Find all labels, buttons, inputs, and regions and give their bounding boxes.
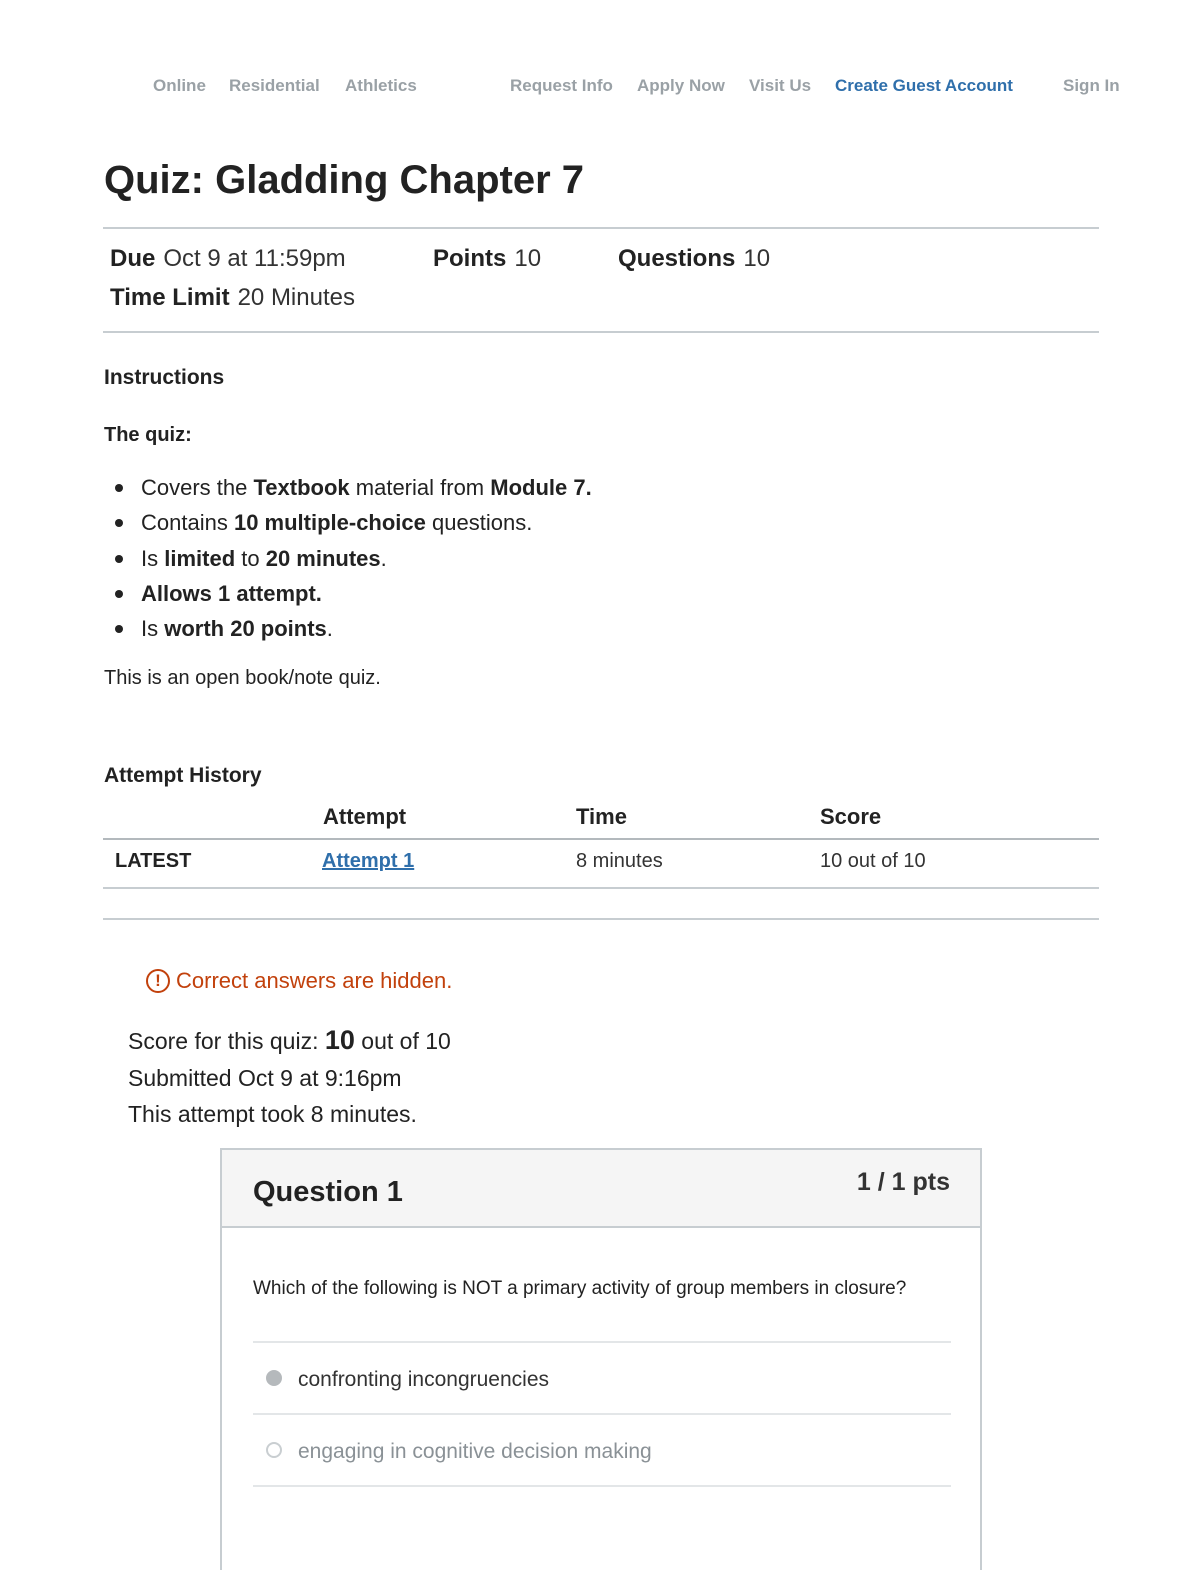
instruction-item: Allows 1 attempt. <box>104 576 592 611</box>
time-limit <box>110 284 355 312</box>
question-card <box>220 1148 982 1570</box>
question-text: Which of the following is NOT a primary activity of group members in closure? <box>253 1278 907 1299</box>
create-guest-account-link[interactable]: Create Guest Account <box>835 76 1013 95</box>
questions-label: Questions <box>618 245 736 272</box>
nav-link-apply-now[interactable]: Apply Now <box>637 76 725 95</box>
page-title: Quiz: Gladding Chapter 7 <box>104 158 585 202</box>
attempt-duration: This attempt took 8 minutes. <box>128 1101 417 1127</box>
open-book-note: This is an open book/note quiz. <box>104 667 381 689</box>
top-nav <box>0 76 1200 100</box>
column-header-time: Time <box>576 804 627 829</box>
attempt-score: 10 out of 10 <box>820 850 926 872</box>
instruction-item: Is limited to 20 minutes. <box>104 541 592 576</box>
bullet-icon <box>115 484 123 492</box>
title-divider <box>103 227 1099 229</box>
instructions-list <box>104 470 592 646</box>
nav-link-visit-us[interactable]: Visit Us <box>749 76 812 95</box>
nav-link-athletics[interactable]: Athletics <box>345 76 417 95</box>
meta-divider <box>103 331 1099 333</box>
question-count <box>618 245 770 273</box>
instruction-item: Is worth 20 points. <box>104 611 592 646</box>
radio-empty-icon <box>266 1442 282 1458</box>
answer-divider <box>253 1341 951 1343</box>
attempt-cell <box>322 850 414 873</box>
points-label: Points <box>433 245 507 272</box>
column-header-score: Score <box>820 804 882 829</box>
sign-in-link[interactable]: Sign In <box>1063 76 1120 95</box>
due-date <box>110 245 346 273</box>
points-value: 10 <box>514 245 542 272</box>
exclamation-circle-icon: ! <box>146 969 170 993</box>
history-bottom-divider <box>103 918 1099 920</box>
warning-text: Correct answers are hidden. <box>176 968 453 993</box>
answer-divider <box>253 1413 951 1415</box>
time-limit-value: 20 Minutes <box>237 284 355 311</box>
score-value: 10 <box>324 1025 355 1055</box>
question-title: Question 1 <box>253 1176 403 1208</box>
column-header-attempt: Attempt <box>323 804 407 829</box>
question-header <box>222 1150 980 1228</box>
answer-text: confronting incongruencies <box>298 1368 549 1391</box>
score-summary <box>128 1022 451 1133</box>
bullet-icon <box>115 625 123 633</box>
nav-link-request-info[interactable]: Request Info <box>510 76 613 95</box>
submitted-time: Submitted Oct 9 at 9:16pm <box>128 1064 402 1091</box>
attempt-1-link[interactable]: Attempt 1 <box>322 850 415 872</box>
answer-option <box>298 1368 549 1392</box>
points <box>433 245 541 273</box>
latest-label: LATEST <box>115 850 192 872</box>
answer-divider <box>253 1485 951 1487</box>
instruction-item: Covers the Textbook material from Module 7. <box>104 470 592 505</box>
history-row-divider <box>103 887 1099 889</box>
attempt-time: 8 minutes <box>576 850 663 872</box>
answers-hidden-warning <box>146 968 452 994</box>
nav-link-online[interactable]: Online <box>153 76 206 95</box>
instructions-heading: Instructions <box>104 366 225 389</box>
due-value: Oct 9 at 11:59pm <box>163 245 346 272</box>
instruction-item: Contains 10 multiple-choice questions. <box>104 505 592 540</box>
nav-link-residential[interactable]: Residential <box>229 76 320 95</box>
answer-option <box>298 1440 652 1464</box>
bullet-icon <box>115 555 123 563</box>
answer-text: engaging in cognitive decision making <box>298 1440 652 1463</box>
instructions-lead: The quiz: <box>104 424 192 446</box>
attempt-history-heading: Attempt History <box>104 764 262 787</box>
radio-selected-icon <box>266 1370 282 1386</box>
bullet-icon <box>115 519 123 527</box>
history-header-divider <box>103 838 1099 840</box>
quiz-score: Score for this quiz: 10 out of 10 <box>128 1025 451 1055</box>
due-label: Due <box>110 245 156 272</box>
bullet-icon <box>115 590 123 598</box>
questions-value: 10 <box>743 245 771 272</box>
time-limit-label: Time Limit <box>110 284 230 311</box>
question-points: 1 / 1 pts <box>856 1168 950 1196</box>
